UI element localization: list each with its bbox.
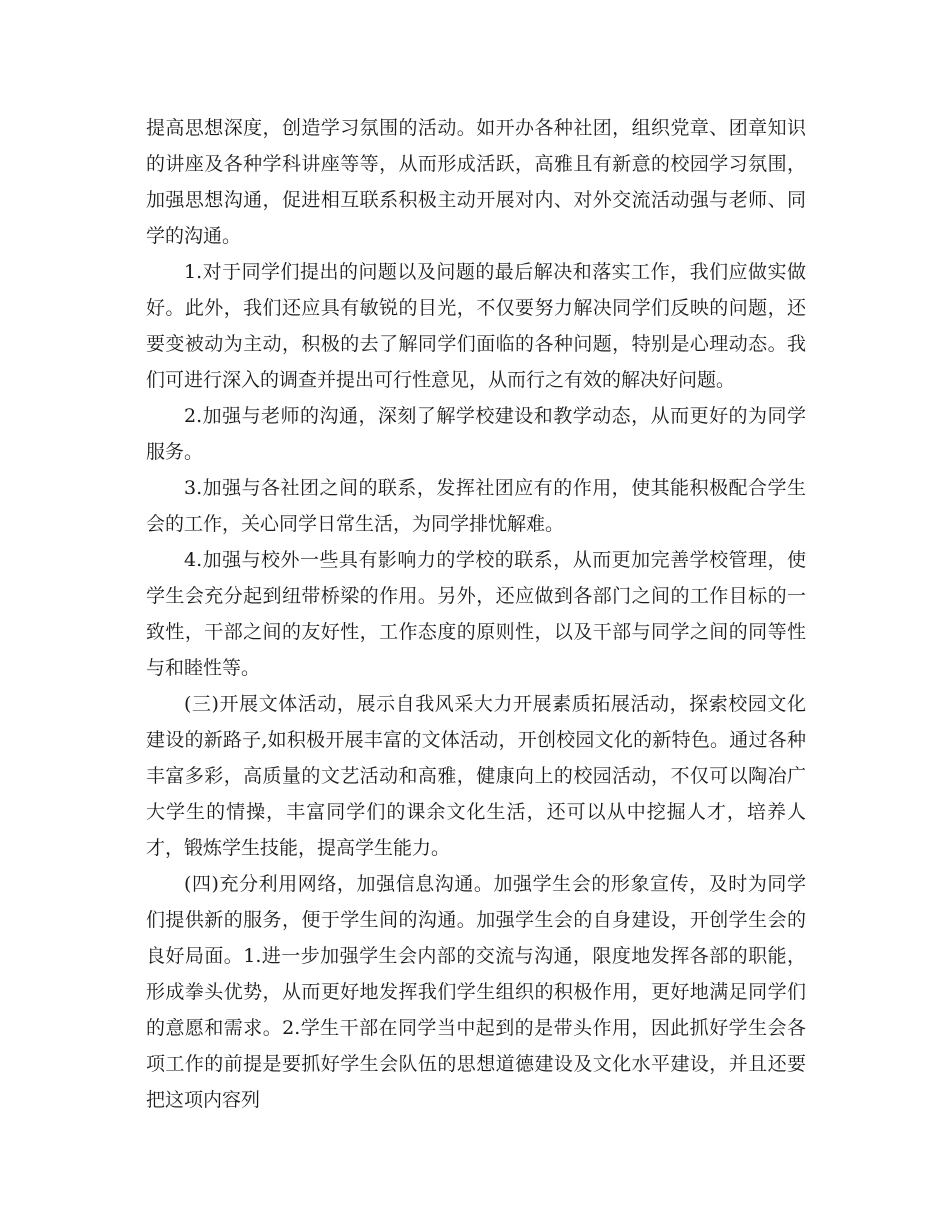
paragraph-item-3: 3.加强与各社团之间的联系，发挥社团应有的作用，使其能积极配合学生会的工作，关心同学日常生活，为同学排忧解难。: [146, 477, 806, 535]
paragraph-item-2: 2.加强与老师的沟通，深刻了解学校建设和教学动态，从而更好的为同学服务。: [146, 405, 806, 463]
paragraph-section-3: (三)开展文体活动，展示自我风采大力开展素质拓展活动，探索校园文化建设的新路子,如积极开展丰富的文体活动，开创校园文化的新特色。通过各种丰富多彩，高质量的文艺活动和高雅，健康向上的校园活动，不仅可以陶冶广大学生的情操，丰富同学们的课余文化生活，还可以从中挖掘人才，培养人才，锻炼学生技能，提高学生能力。: [146, 693, 806, 859]
paragraph-item-4: 4.加强与校外一些具有影响力的学校的联系，从而更加完善学校管理，使学生会充分起到纽带桥梁的作用。另外，还应做到各部门之间的工作目标的一致性，干部之间的友好性，工作态度的原则性，以及干部与同学之间的同等性与和睦性等。: [146, 549, 806, 679]
paragraph-section-4: (四)充分利用网络，加强信息沟通。加强学生会的形象宣传，及时为同学们提供新的服务，便于学生间的沟通。加强学生会的自身建设，开创学生会的良好局面。1.进一步加强学生会内部的交流与沟通，限度地发挥各部的职能，形成拳头优势，从而更好地发挥我们学生组织的积极作用，更好地满足同学们的意愿和需求。2.学生干部在同学当中起到的是带头作用，因此抓好学生会各项工作的前提是要抓好学生会队伍的思想道德建设及文化水平建设，并且还要把这项内容列: [146, 873, 806, 1111]
document-body: [146, 110, 806, 1118]
paragraph-intro: 提高思想深度，创造学习氛围的活动。如开办各种社团，组织党章、团章知识的讲座及各种学科讲座等等，从而形成活跃，高雅且有新意的校园学习氛围，加强思想沟通，促进相互联系积极主动开展对内、对外交流活动强与老师、同学的沟通。: [146, 117, 806, 247]
paragraph-item-1: 1.对于同学们提出的问题以及问题的最后解决和落实工作，我们应做实做好。此外，我们还应具有敏锐的目光，不仅要努力解决同学们反映的问题，还要变被动为主动，积极的去了解同学们面临的各种问题，特别是心理动态。我们可进行深入的调查并提出可行性意见，从而行之有效的解决好问题。: [146, 261, 806, 391]
